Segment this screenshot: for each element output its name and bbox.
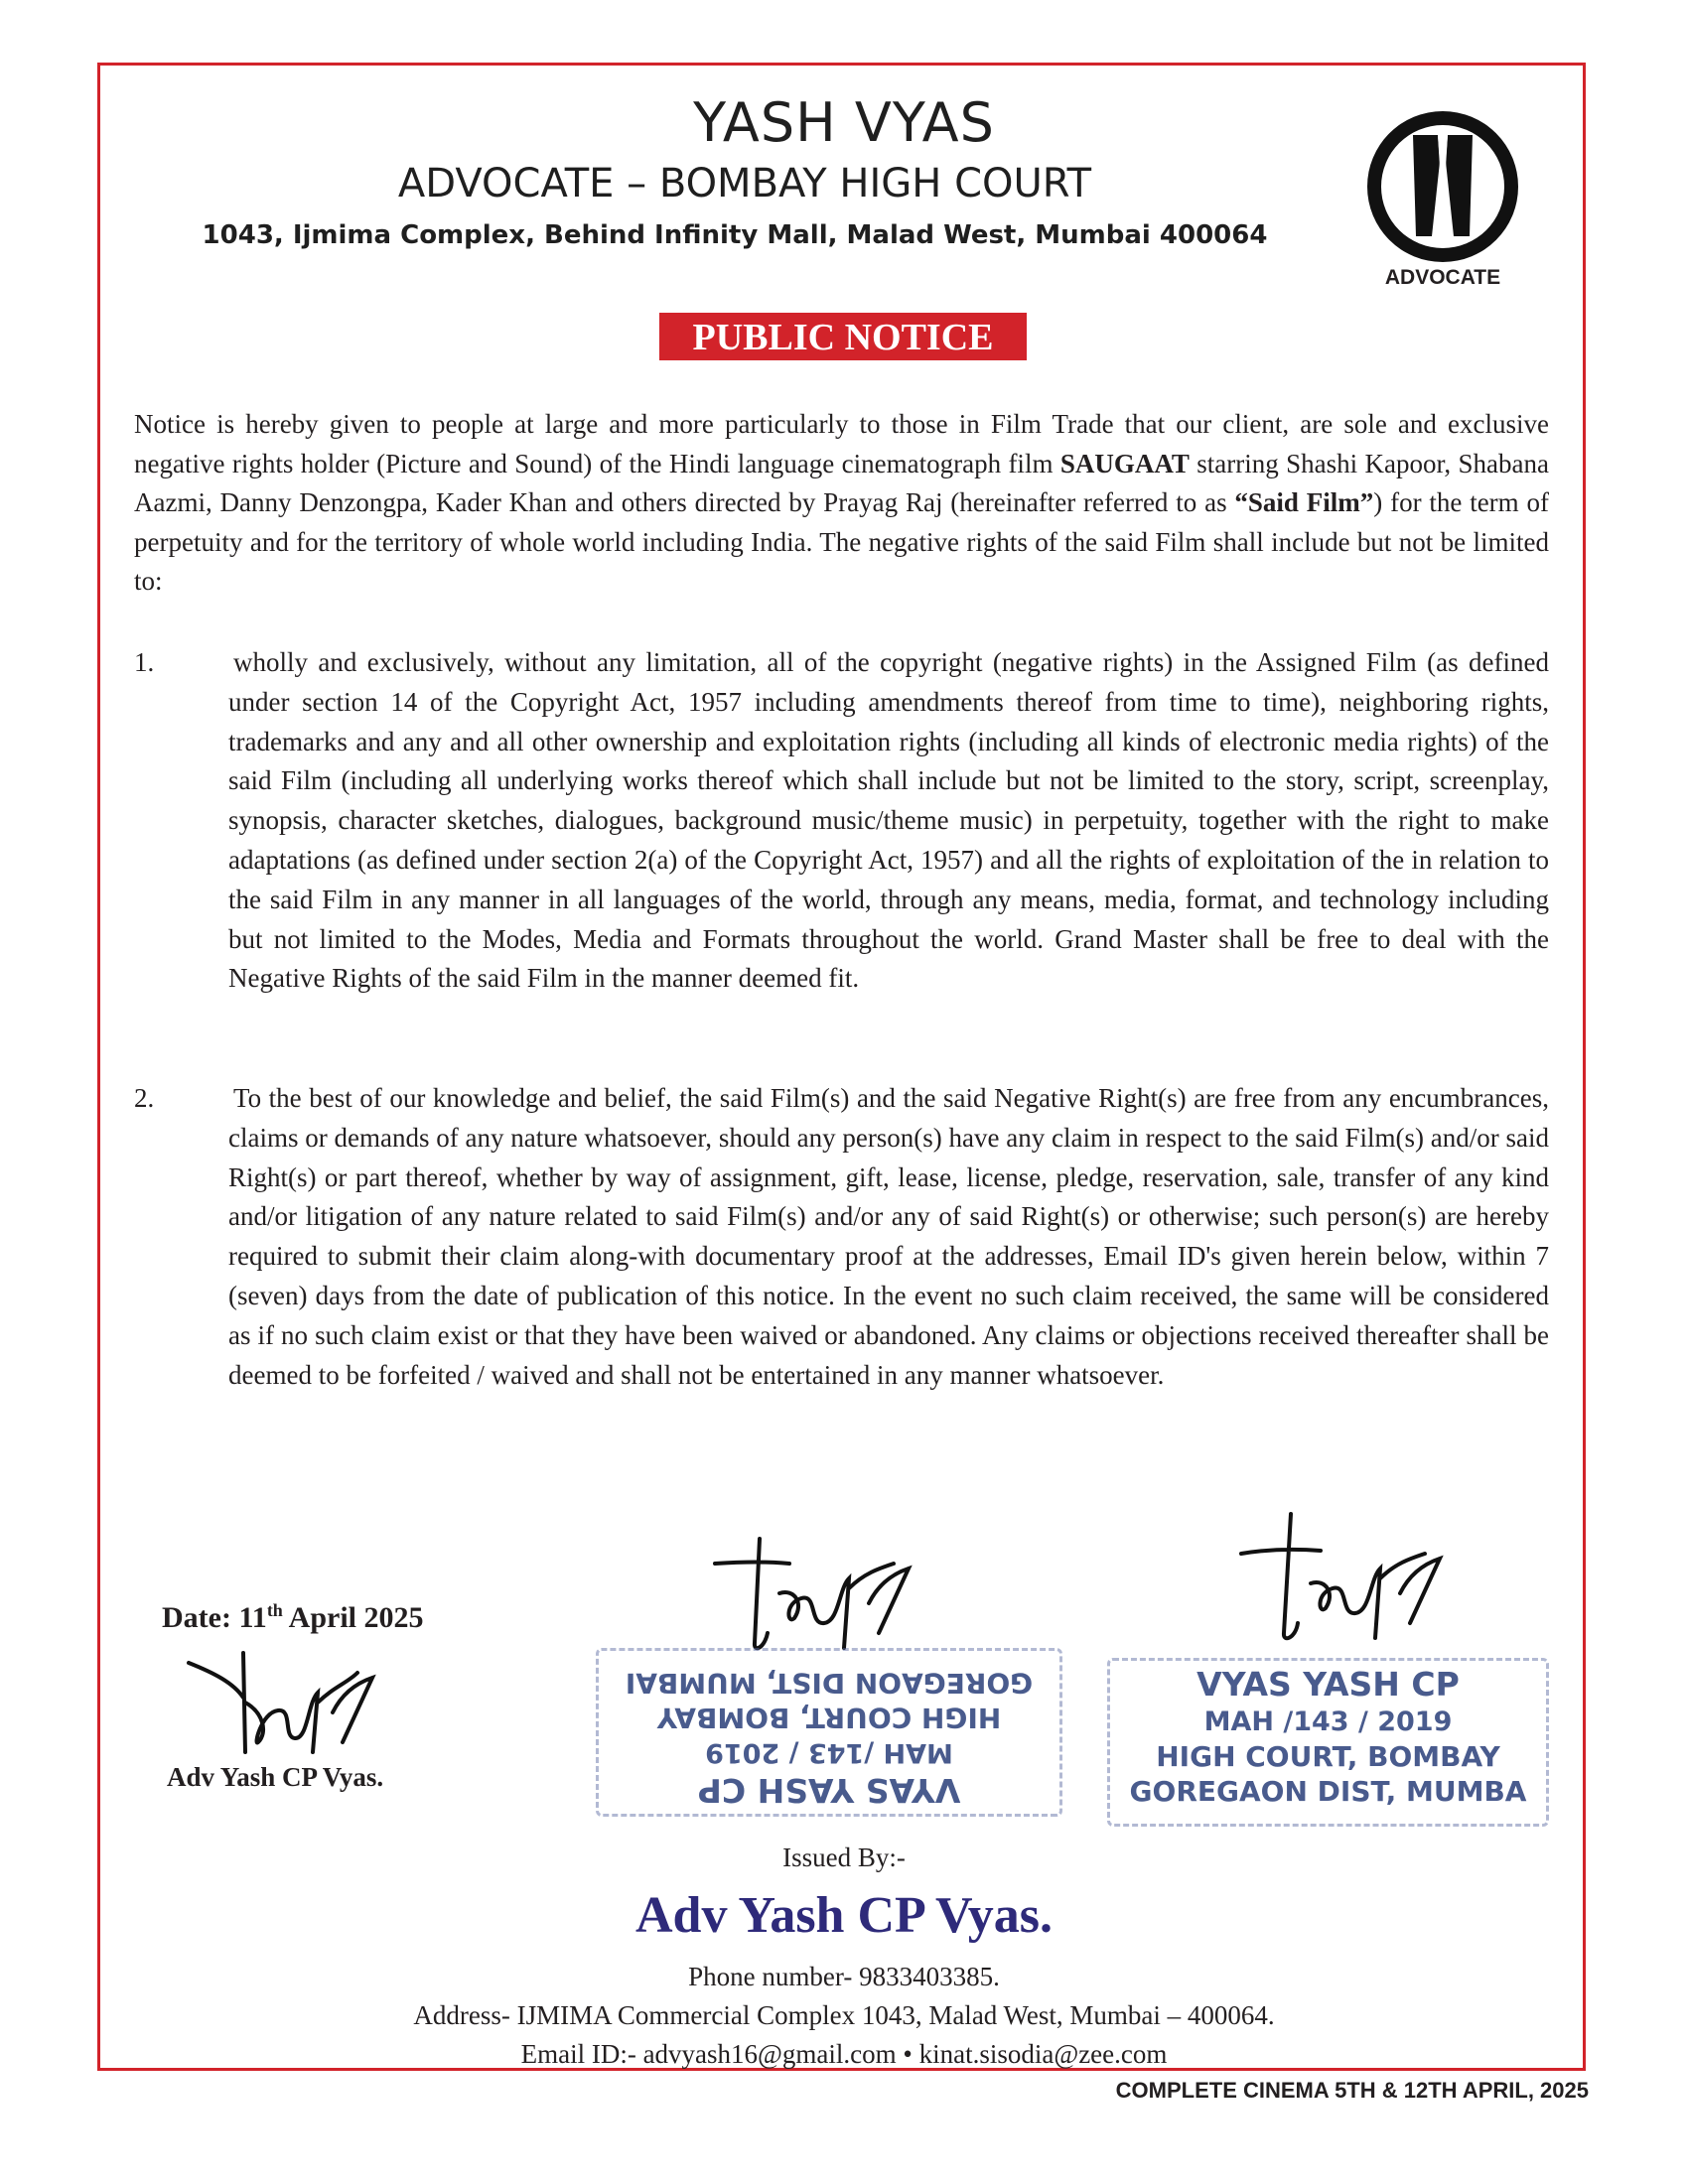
stamp-name: VYAS YASH CP [697,1771,961,1810]
list-item [134,1079,1549,1395]
issuer-phone: Phone number- 9833403385. [688,1962,1000,1991]
date-prefix: Date: 11 [162,1601,267,1634]
stamp-registration: MAH /143 / 2019 [1203,1706,1453,1737]
advocate-title-heading: ADVOCATE – BOMBAY HIGH COURT [397,161,1092,206]
list-item-number: 1. [134,647,155,677]
list-item [134,643,1549,999]
stamp-border [596,1648,1062,1817]
list-item-text: wholly and exclusively, without any limitation, all of the copyright (negative rights) in the Assigned Film (as defined under section 14 of the Copyright Act, 1957 including amendments thereof from time to time), neighboring rights, trademarks and any and all other ownership and exploitation rights (including all kinds of electronic media rights) of the said Film (including all underlying works thereof which shall include but not be limited to the story, script, screenplay, synopsis, character sketches, dialogues, background music/theme music) in perpetuity, together with the right to make adaptations (as defined under section 2(a) of the Copyright Act, 1957) and all the rights of exploitation of the in relation to the said Film in any manner in all languages of the world, through any means, media, format, and technology including but not limited to the Modes, Media and Formats throughout the world. Grand Master shall be free to deal with the Negative Rights of the said Film in the manner deemed fit. [228,647,1549,994]
date-ordinal: th [266,1600,283,1620]
list-item-text: To the best of our knowledge and belief, the said Film(s) and the said Negative Right(s) are free from any encumbrances, claims or demands of any nature whatsoever, should any person(s) have any claim in respect to the said Film(s) and/or said Right(s) or part thereof, whether by way of assignment, gift, lease, license, pledge, reservation, sale, transfer of any kind and/or litigation of any nature related to said Film(s) and/or any of said Right(s) or otherwise; such person(s) are hereby required to submit their claim along-with documentary proof at the addresses, Email ID's given herein below, within 7 (seven) days from the date of publication of this notice. In the event no such claim received, the same will be considered as if no such claim exist or that they have been waived or abandoned. Any claims or objections received thereafter shall be deemed to be forfeited / waived and shall not be entertained in any manner whatsoever. [228,1083,1549,1390]
advocate-address: 1043, Ijmima Complex, Behind Infinity Mall, Malad West, Mumbai 400064 [202,220,1268,250]
list-item-number: 2. [134,1083,155,1113]
stamp-border [1107,1658,1549,1827]
advocate-stamp-upside-down [596,1648,1062,1817]
intro-text-part2: starring Shashi Kapoor, Shabana Aazmi, Danny Denzongpa, Kader Khan and others directed by Prayag Raj (hereinafter referred to as [134,448,1549,518]
notice-date [162,1600,424,1635]
stamp-district: GOREGAON DIST, MUMBAI [625,1667,1034,1700]
stamp-district: GOREGAON DIST, MUMBA [1129,1775,1527,1808]
signature-right [1236,1509,1445,1648]
intro-paragraph [134,405,1549,602]
advocate-logo-label: ADVOCATE [1384,266,1501,289]
issuer-address: Address- IJMIMA Commercial Complex 1043, Malad West, Mumbai – 400064. [413,2000,1275,2030]
stamp-name: VYAS YASH CP [1196,1665,1460,1704]
advocate-stamp [1107,1658,1549,1827]
stamp-court: HIGH COURT, BOMBAY [656,1702,1002,1734]
date-suffix: April 2025 [282,1601,424,1634]
issuer-email: Email ID:- advyash16@gmail.com • kinat.sisodia@zee.com [520,2039,1168,2069]
stamp-registration: MAH /143 / 2019 [705,1737,953,1768]
issued-by-label: Issued By:- [782,1843,906,1872]
defined-term: “Said Film” [1234,487,1374,518]
intro-text-part1: Notice is hereby given to people at large and more particularly to those in Film Trade that our client, are sole and exclusive negative rights holder (Picture and Sound) of the Hindi language cinematograph film [134,409,1549,478]
public-notice-title: PUBLIC NOTICE [659,313,1027,360]
issuer-name: Adv Yash CP Vyas. [634,1887,1053,1944]
advocate-name-heading: YASH VYAS [693,91,995,154]
signature-middle [710,1534,918,1658]
intro-text-part3: ) for the term of perpetuity and for the territory of whole world including India. The negative rights of the said Film shall include but not be limited to: [134,487,1549,597]
film-title: SAUGAAT [1059,448,1190,478]
signatory-name: Adv Yash CP Vyas. [167,1762,384,1792]
stamp-court: HIGH COURT, BOMBAY [1156,1740,1500,1773]
publication-footer: COMPLETE CINEMA 5TH & 12TH APRIL, 2025 [1115,2078,1589,2103]
signature-left [184,1643,382,1762]
